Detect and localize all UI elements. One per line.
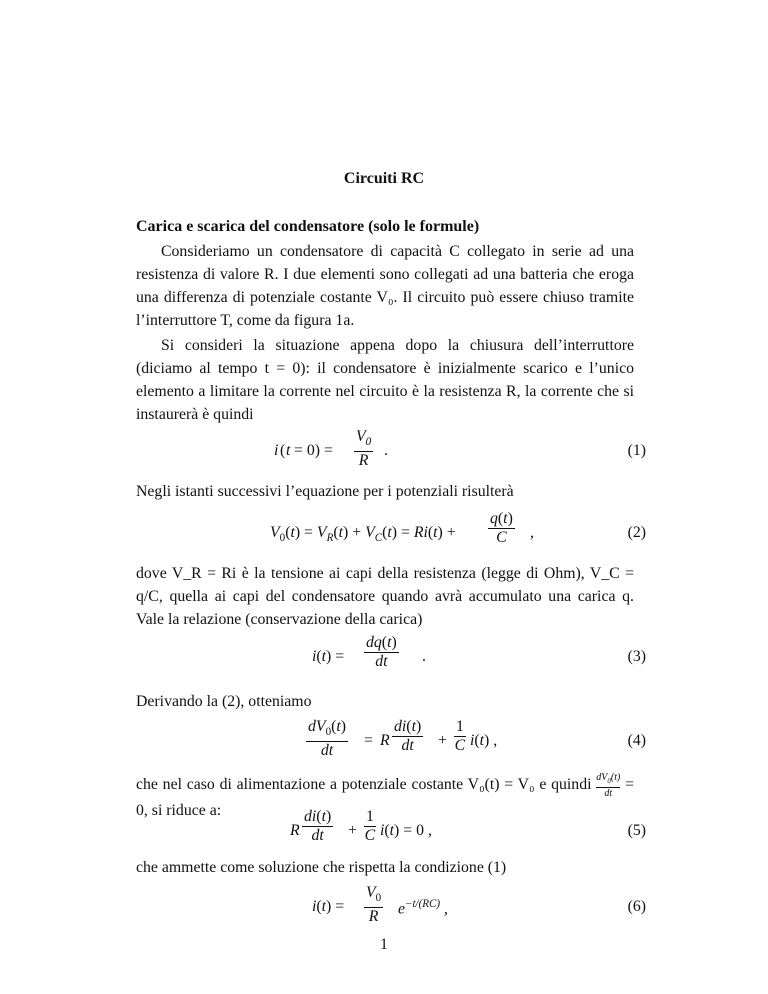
paragraph-1: Consideriamo un condensatore di capacità C collegato in serie ad una resistenza di valore R. I due elementi sono collegati ad una batteria che eroga una differenza di potenziale costante V₀. Il circuito può essere chiuso tramite l’interruttore T, come da figura 1a. <box>136 243 634 329</box>
paragraph-5: Derivando la (2), otteniamo <box>136 693 312 710</box>
equation-1: i ( t = 0) = $V_0$ R . (1) <box>274 428 646 470</box>
equation-5: R di(t) dt + 1 C i(t) = 0 , (5) <box>290 808 646 844</box>
equation-number: (1) <box>627 442 646 459</box>
equation-number: (2) <box>627 524 646 541</box>
paragraph-6: che nel caso di alimentazione a potenziale costante V₀(t) = V₀ e quindi $\frac{dV_0(t)}{dt} = 0$, si riduce a: <box>136 772 634 819</box>
equation-number: (3) <box>627 648 646 665</box>
equation-number: (4) <box>627 732 646 749</box>
section-title: Carica e scarica del condensatore (solo le formule) <box>136 218 480 235</box>
page-number: 1 <box>380 936 388 953</box>
paragraph-7: che ammette come soluzione che rispetta la condizione (1) <box>136 859 507 876</box>
equation-6: i(t) = $V_0$ R $e^{-t/(RC)}$ , (6) <box>312 884 646 926</box>
equation-4: $dV_0(t)$ dt = R di(t) dt + 1 C i(t) , (4) <box>308 718 646 760</box>
document-title: Circuiti RC <box>343 170 425 187</box>
paragraph-3: Negli istanti successivi l’equazione per i potenziali risulterà <box>136 483 514 500</box>
paragraph-4: dove V_R = Ri è la tensione ai capi della resistenza (legge di Ohm), V_C = q/C, quella ai capi del condensatore quando avrà accumulato una carica q. Vale la relazione (conservazione della carica) <box>136 565 634 628</box>
equation-number: (6) <box>627 898 646 915</box>
paragraph-2: Si consideri la situazione appena dopo la chiusura dell’interruttore (diciamo al tempo t = 0): il condensatore è inizialmente scarico e l’unico elemento a limitare la corrente nel circuito è la resistenza R, la corrente che si instaurerà è quindi <box>136 337 634 423</box>
equation-number: (5) <box>627 822 646 839</box>
equation-3: i(t) = dq(t) dt . (3) <box>312 634 646 670</box>
equation-2: $V_0(t) = V_R(t) + V_C(t) = Ri(t)$ + q(t) C , (2) <box>270 510 646 546</box>
